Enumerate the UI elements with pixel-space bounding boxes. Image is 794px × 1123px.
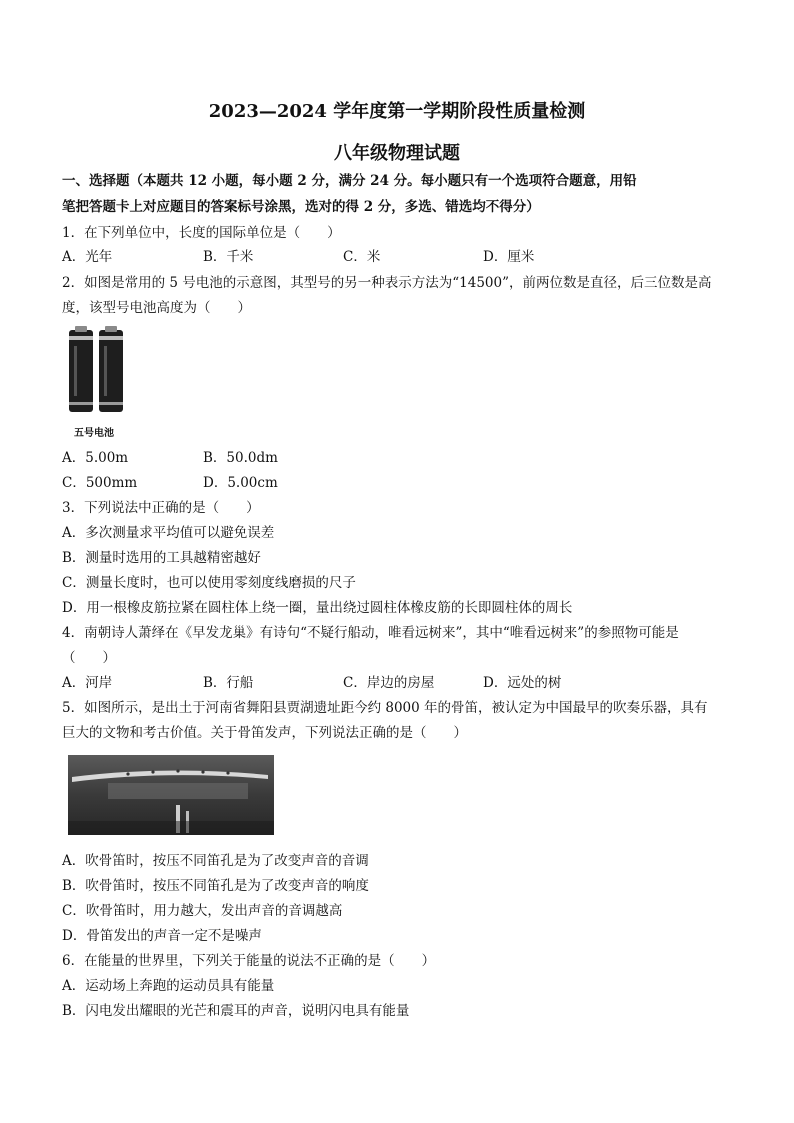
q5-stem-line1: 5．如图所示，是出土于河南省舞阳县贾湖遗址距今约 8000 年的骨笛，被认定为中国最早的吹奏乐器，具有: [62, 700, 708, 716]
q2-option-b: B．50.0dm: [203, 450, 278, 466]
q1-stem: 1．在下列单位中，长度的国际单位是（ ）: [62, 225, 341, 241]
q4-option-a: A．河岸: [62, 675, 113, 691]
exam-subtitle: 八年级物理试题: [334, 143, 460, 164]
q2-stem-line1: 2．如图是常用的 5 号电池的示意图，其型号的另一种表示方法为“14500”，前两位数是直径，后三位数是高: [62, 275, 712, 291]
q1-option-d: D．厘米: [483, 249, 535, 265]
q3-stem: 3．下列说法中正确的是（ ）: [62, 500, 260, 516]
q3-option-c: C．测量长度时，也可以使用零刻度线磨损的尺子: [62, 575, 356, 591]
q4-option-b: B．行船: [203, 675, 254, 691]
q5-option-d: D．骨笛发出的声音一定不是噪声: [62, 928, 262, 944]
q3-option-b: B．测量时选用的工具越精密越好: [62, 550, 261, 566]
bone-flute-photo-icon: [68, 755, 274, 835]
q5-option-c: C．吹骨笛时，用力越大，发出声音的音调越高: [62, 903, 343, 919]
q6-option-a: A．运动场上奔跑的运动员具有能量: [62, 978, 275, 994]
battery-figure: [66, 326, 128, 414]
q5-stem-line2: 巨大的文物和考古价值。关于骨笛发声，下列说法正确的是（ ）: [62, 725, 467, 741]
q6-stem: 6．在能量的世界里，下列关于能量的说法不正确的是（ ）: [62, 953, 436, 969]
q2-option-a: A．5.00m: [62, 450, 129, 466]
q1-option-c: C．米: [343, 249, 381, 265]
q2-stem-line2: 度，该型号电池高度为（ ）: [62, 300, 251, 316]
q4-stem-line1: 4．南朝诗人萧绎在《早发龙巢》有诗句“不疑行船动，唯看远树来”，其中“唯看远树来”的参照物可能是: [62, 625, 679, 641]
q2-option-c: C．500mm: [62, 475, 138, 491]
q3-option-a: A．多次测量求平均值可以避免误差: [62, 525, 275, 541]
q4-stem-line2: （ ）: [62, 650, 116, 666]
battery-caption: 五号电池: [74, 428, 114, 439]
q5-option-a: A．吹骨笛时，按压不同笛孔是为了改变声音的音调: [62, 853, 369, 869]
section-intro-line2: 笔把答题卡上对应题目的答案标号涂黑，选对的得 2 分，多选、错选均不得分）: [62, 199, 540, 215]
bone-flute-figure: [68, 755, 274, 835]
q1-option-a: A．光年: [62, 249, 113, 265]
q1-option-b: B．千米: [203, 249, 254, 265]
q3-option-d: D．用一根橡皮筋拉紧在圆柱体上绕一圈，量出绕过圆柱体橡皮筋的长即圆柱体的周长: [62, 600, 573, 616]
exam-title: 2023—2024 学年度第一学期阶段性质量检测: [208, 101, 586, 122]
q2-option-d: D．5.00cm: [203, 475, 278, 491]
q6-option-b: B．闪电发出耀眼的光芒和震耳的声音，说明闪电具有能量: [62, 1003, 410, 1019]
section-intro-line1: 一、选择题（本题共 12 小题，每小题 2 分，满分 24 分。每小题只有一个选项符合题意，用铅: [62, 173, 637, 189]
q4-option-d: D．远处的树: [483, 675, 562, 691]
aa-battery-icon: [66, 326, 128, 414]
q4-option-c: C．岸边的房屋: [343, 675, 435, 691]
q5-option-b: B．吹骨笛时，按压不同笛孔是为了改变声音的响度: [62, 878, 369, 894]
